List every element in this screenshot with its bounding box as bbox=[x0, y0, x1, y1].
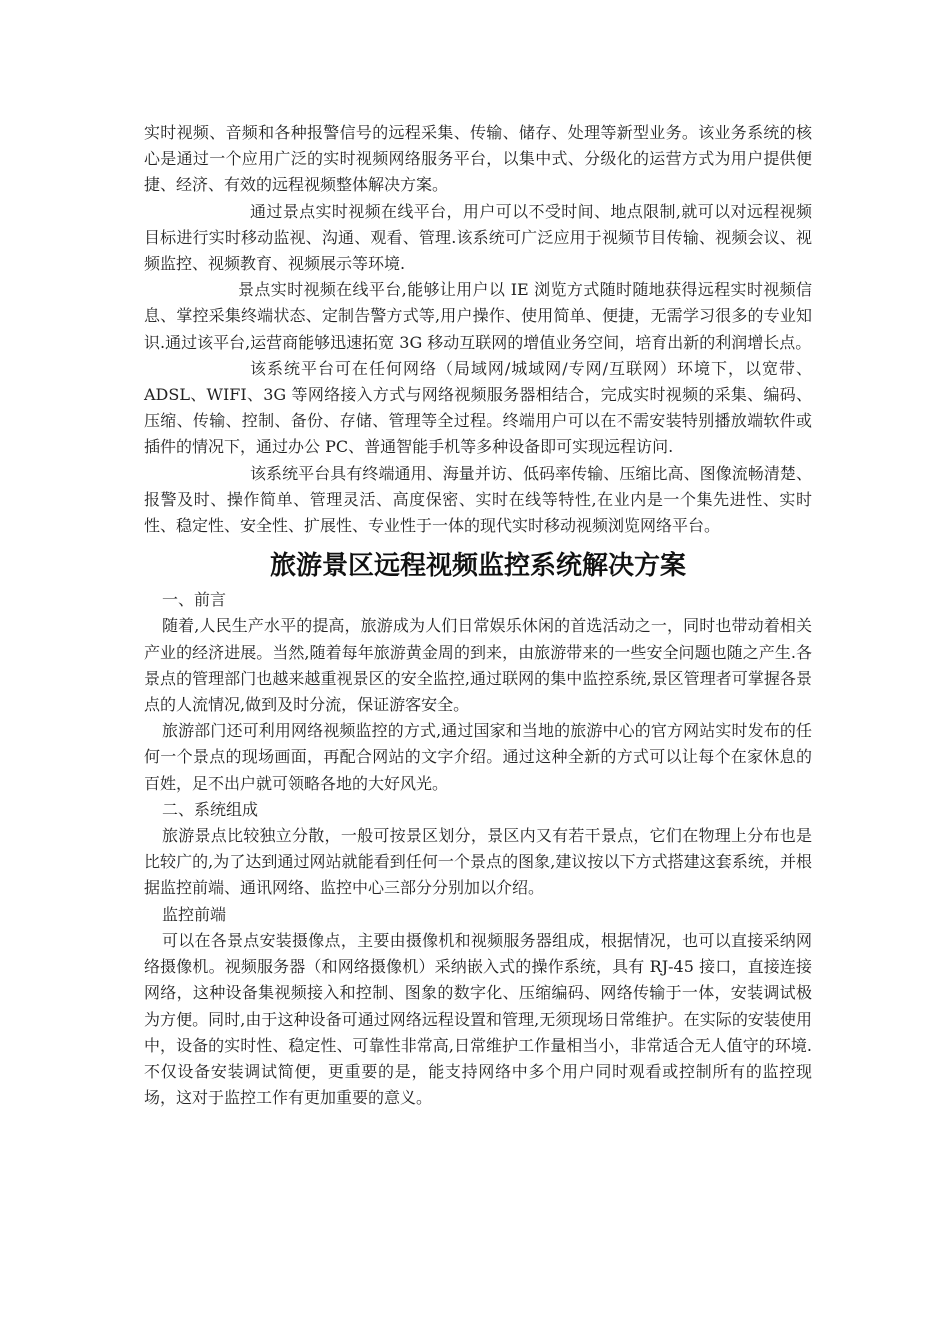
subsection-heading-frontend: 监控前端 bbox=[162, 904, 227, 924]
document-title: 旅游景区远程视频监控系统解决方案 bbox=[269, 551, 686, 582]
document-page bbox=[144, 120, 812, 1111]
system-paragraph: 旅游景点比较独立分散，一般可按景区划分，景区内又有若干景点，它们在物理上分布也是比较广的,为了达到通过网站就能看到任何一个景点的图象,建议按以下方式搭建这套系统，并根据监控前端、通讯网络、监控中心三部分分别加以介绍。 bbox=[144, 826, 812, 898]
intro-paragraph-2: 通过景点实时视频在线平台，用户可以不受时间、地点限制,就可以对远程视频目标进行实时移动监视、沟通、观看、管理.该系统可广泛应用于视频节目传输、视频会议、视频监控、视频教育、视频展示等环境. bbox=[144, 201, 812, 274]
intro-paragraph-3: 景点实时视频在线平台,能够让用户以 IE 浏览方式随时随地获得远程实时视频信息、掌控采集终端状态、定制告警方式等,用户操作、使用简单、便捷，无需学习很多的专业知识.通过该平台,运营商能够迅速拓宽 3G 移动互联网的增值业务空间，培育出新的利润增长点。 bbox=[144, 280, 812, 352]
preface-paragraph-1: 随着,人民生产水平的提高，旅游成为人们日常娱乐休闲的首选活动之一，同时也带动着相关产业的经济进展。当然,随着每年旅游黄金周的到来，由旅游带来的一些安全问题也随之产生.各景点的管理部门也越来越重视景区的安全监控,通过联网的集中监控系统,景区管理者可掌握各景点的人流情况,做到及时分流，保证游客安全。 bbox=[144, 616, 812, 715]
intro-paragraph-5: 该系统平台具有终端通用、海量并访、低码率传输、压缩比高、图像流畅清楚、报警及时、操作简单、管理灵活、高度保密、实时在线等特性,在业内是一个集先进性、实时性、稳定性、安全性、扩展性、专业性于一体的现代实时移动视频浏览网络平台。 bbox=[144, 463, 812, 536]
frontend-paragraph: 可以在各景点安装摄像点，主要由摄像机和视频服务器组成，根据情况，也可以直接采纳网络摄像机。视频服务器（和网络摄像机）采纳嵌入式的操作系统，具有 RJ-45 接口，直接连接网络，这种设备集视频接入和控制、图象的数字化、压缩编码、网络传输于一体，安装调试极为方便。同时,由于这种设备可通过网络远程设置和管理,无须现场日常维护。在实际的安装使用中，设备的实时性、稳定性、可靠性非常高,日常维护工作量相当小，非常适合无人值守的环境.不仅设备安装调试简便，更重要的是，能支持网络中多个用户同时观看或控制所有的监控现场，这对于监控工作有更加重要的意义。 bbox=[144, 930, 812, 1108]
section-heading-system: 二、系统组成 bbox=[162, 799, 259, 819]
preface-paragraph-2: 旅游部门还可利用网络视频监控的方式,通过国家和当地的旅游中心的官方网站实时发布的任何一个景点的现场画面，再配合网站的文字介绍。通过这种全新的方式可以让每个在家休息的百姓，足不出户就可领略各地的大好风光。 bbox=[144, 721, 812, 793]
intro-paragraph-4: 该系统平台可在任何网络（局域网/城域网/专网/互联网）环境下，以宽带、ADSL、WIFI、3G 等网络接入方式与网络视频服务器相结合，完成实时视频的采集、编码、压缩、传输、控制、备份、存储、管理等全过程。终端用户可以在不需安装特别播放端软件或插件的情况下，通过办公 PC、普通智能手机等多种设备即可实现远程访问. bbox=[144, 358, 812, 457]
section-heading-preface: 一、前言 bbox=[162, 590, 227, 610]
intro-paragraph-1: 实时视频、音频和各种报警信号的远程采集、传输、储存、处理等新型业务。该业务系统的核心是通过一个应用广泛的实时视频网络服务平台，以集中式、分级化的运营方式为用户提供便捷、经济、有效的远程视频整体解决方案。 bbox=[144, 123, 812, 195]
